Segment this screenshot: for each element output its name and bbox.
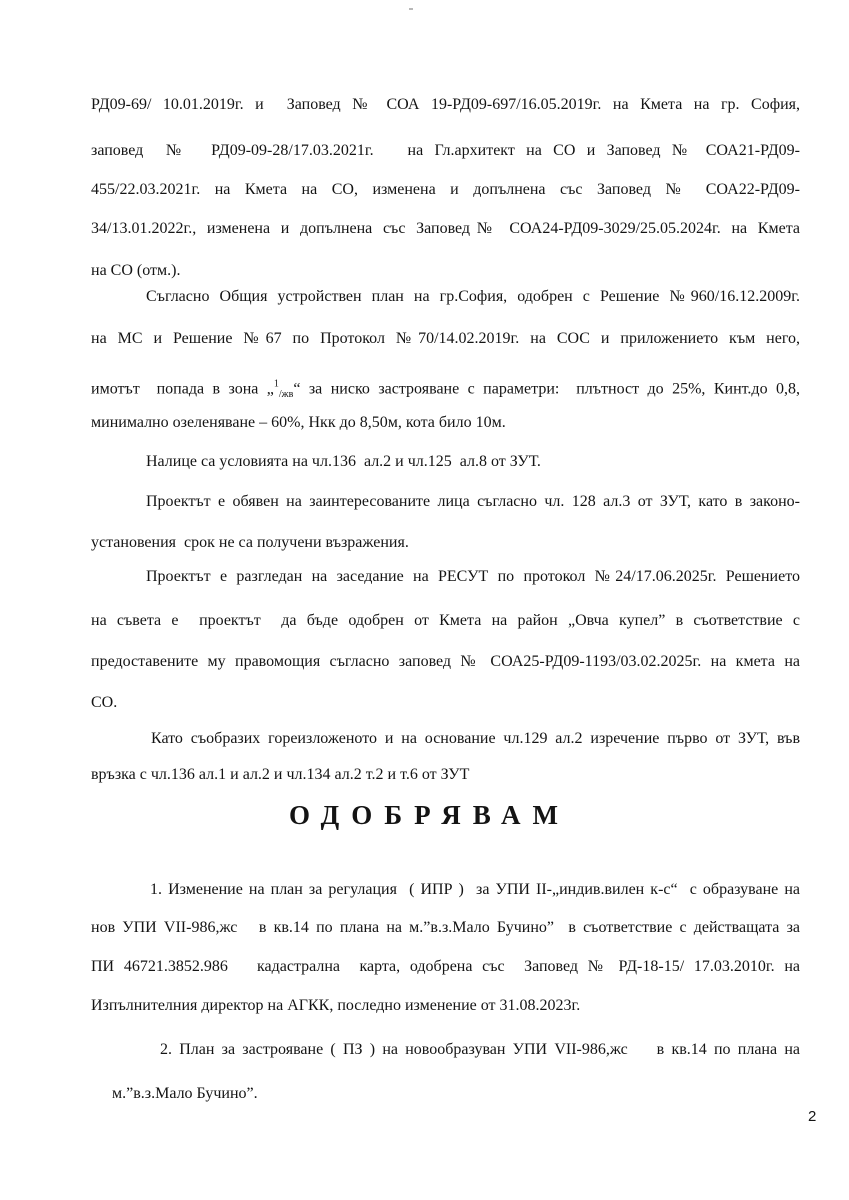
decision-item-1-line: нов УПИ VII-986,жс в кв.14 по плана на м.”в.з.Мало Бучино” в съответствие с действащата за [91,919,800,936]
decision-item-1-line: Изпълнителния директор на АГКК, последно изменение от 31.08.2023г. [91,997,581,1014]
paragraph-line: на МС и Решение №67 по Протокол №70/14.02.2019г. на СОС и приложението към него, [91,330,800,347]
zone-fraction-numerator: 1 [273,379,279,390]
paragraph-line: Проектът е обявен на заинтересованите лица съгласно чл. 128 ал.3 от ЗУТ, като в законо- [146,493,800,510]
paragraph-line: Проектът е разгледан на заседание на РЕСУТ по протокол №24/17.06.2025г. Решението [146,568,800,585]
paragraph-line: Като съобразих гореизложеното и на основание чл.129 ал.2 изречение първо от ЗУТ, във [151,730,800,747]
paragraph-line: РД09-69/ 10.01.2019г. и Заповед № СОА 19-РД09-697/16.05.2019г. на Кмета на гр. София, [91,96,800,113]
paragraph-line: Съгласно Общия устройствен план на гр.София, одобрен с Решение №960/16.12.2009г. [146,288,800,305]
decision-item-2-line: м.”в.з.Мало Бучино”. [112,1085,258,1102]
page-number: 2 [808,1108,817,1125]
approval-heading: ОДОБРЯВАМ [288,800,571,830]
decision-item-2-line: 2. План за застрояване ( ПЗ ) на новообразуван УПИ VII-986,жс в кв.14 по плана на [160,1041,800,1058]
paragraph-line: установения срок не са получени възражения. [91,534,409,551]
paragraph-line: на съвета е проектът да бъде одобрен от Кмета на район „Овча купел” в съответствие с [91,612,800,629]
paragraph-line: на СО (отм.). [91,262,181,279]
zone-line [91,375,800,406]
decision-item-1-line: 1. Изменение на план за регулация ( ИПР ) за УПИ II-„индив.вилен к-с“ с образуване на [150,881,800,898]
zone-fraction [273,379,294,401]
paragraph-line: Налице са условията на чл.136 ал.2 и чл.125 ал.8 от ЗУТ. [146,453,541,470]
decision-item-1-line: ПИ 46721.3852.986 кадастрална карта, одобрена със Заповед № РД-18-15/ 17.03.2010г. на [91,958,800,975]
paragraph-line: заповед № РД09-09-28/17.03.2021г. на Гл.архитект на СО и Заповед № СОА21-РД09- [91,142,800,159]
paragraph-line: предоставените му правомощия съгласно заповед № СОА25-РД09-1193/03.02.2025г. на кмета на [91,653,800,670]
paragraph-line: СО. [91,694,118,711]
paragraph-line: 34/13.01.2022г., изменена и допълнена със Заповед№ СОА24-РД09-3029/25.05.2024г. на Кмета [91,220,800,237]
zone-text-after: “ за ниско застрояване с параметри: плътност до 25%, Кинт.до 0,8, [293,380,801,398]
zone-fraction-denominator: /жв [278,389,294,401]
scan-mark [409,8,413,10]
paragraph-line: минимално озеленяване – 60%, Нкк до 8,50м, кота било 10м. [91,414,506,431]
paragraph-line: 455/22.03.2021г. на Кмета на СО, изменена и допълнена със Заповед № СОА22-РД09- [91,181,800,198]
paragraph-line: връзка с чл.136 ал.1 и ал.2 и чл.134 ал.2 т.2 и т.6 от ЗУТ [91,766,470,783]
zone-text-before: имотът попада в зона „ [91,380,274,398]
